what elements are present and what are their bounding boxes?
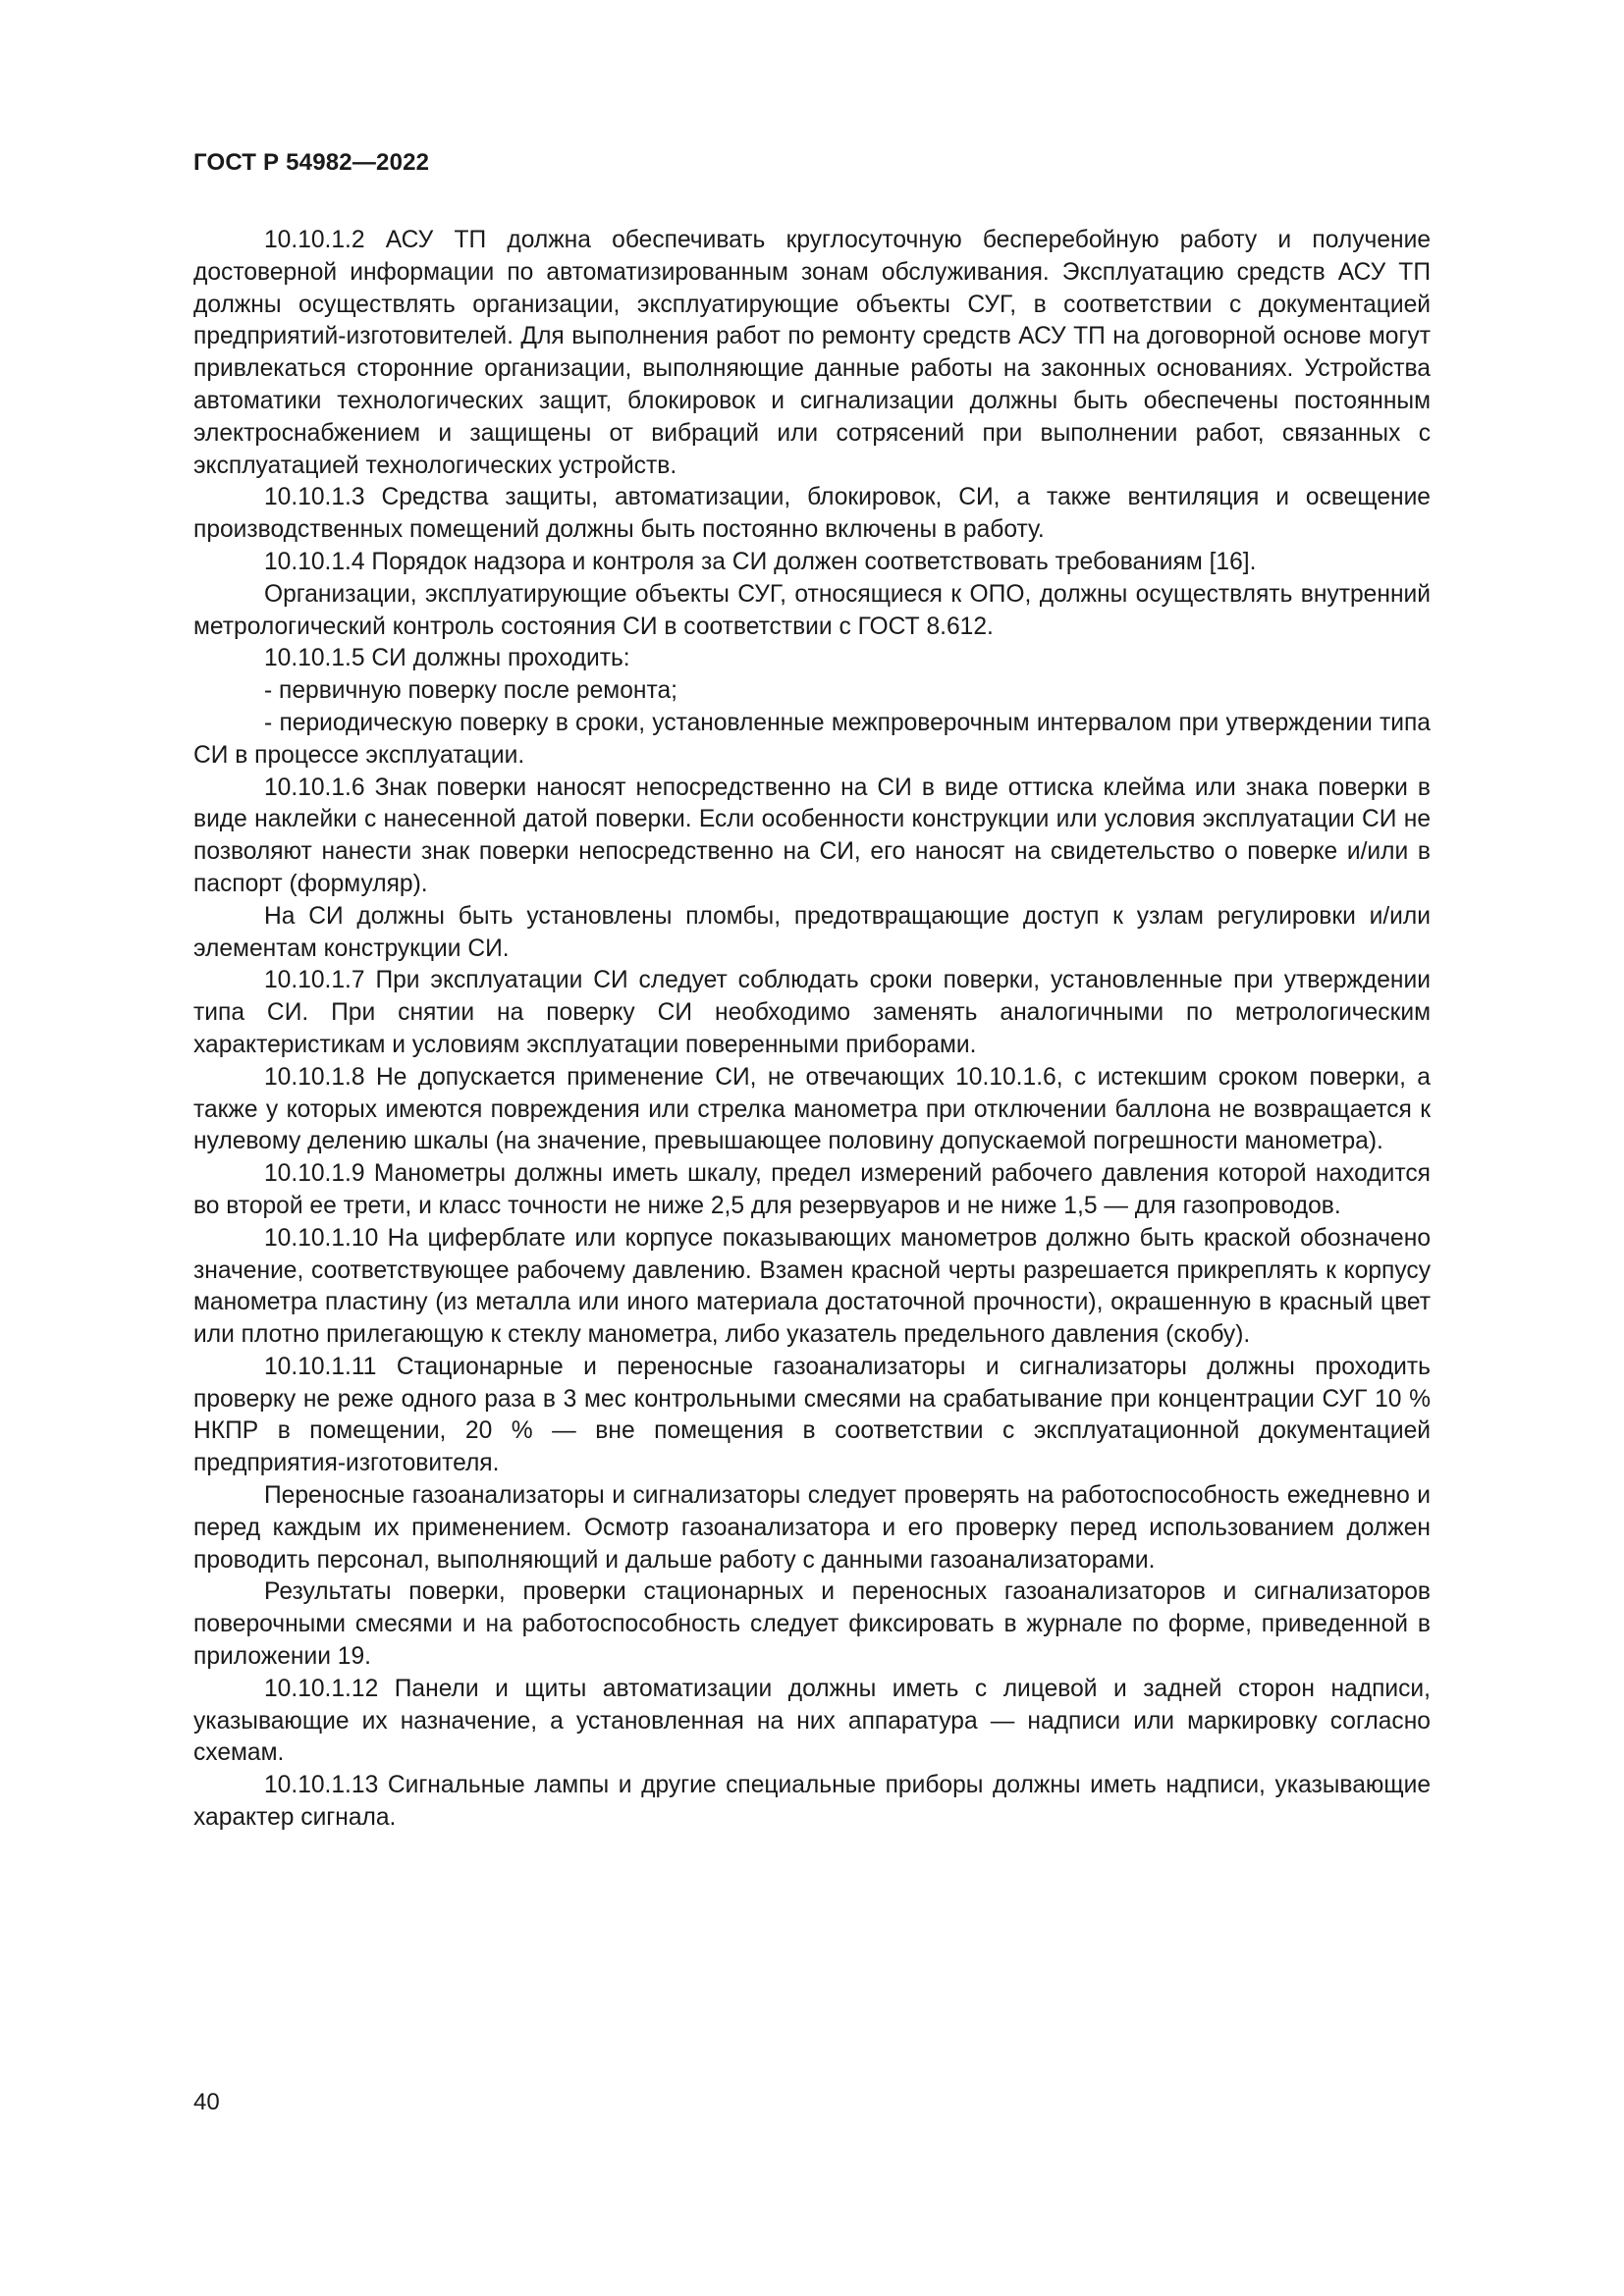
page-number: 40 [193, 2089, 220, 2115]
list-item-primary-verification: - первичную поверку после ремонта; [264, 677, 677, 705]
paragraph-10-10-1-2: 10.10.1.2 АСУ ТП должна обеспечивать круглосуточную бесперебойную работу и получение достоверной информации по автоматизированным зонам обслуживания. Эксплуатацию средств АСУ ТП должны осуществлять организации, эксплуатирующие объекты СУГ, в соответствии с документацией предприятий-изготовителей. Для выполнения работ по ремонту средств АСУ ТП на договорной основе могут привлекаться сторонние организации, выполняющие данные работы на законных основаниях. Устройства автоматики технологических защит, блокировок и сигнализации должны быть обеспечены постоянным электроснабжением и защищены от вибраций или сотрясений при выполнении работ, связанных с эксплуатацией технологических устройств. [193, 227, 1431, 479]
paragraph-10-10-1-7: 10.10.1.7 При эксплуатации СИ следует соблюдать сроки поверки, установленные при утверждении типа СИ. При снятии на поверку СИ необходимо заменять аналогичными по метрологическим характеристикам и условиям эксплуатации поверенными приборами. [193, 967, 1431, 1058]
paragraph-10-10-1-13: 10.10.1.13 Сигнальные лампы и другие специальные приборы должны иметь надписи, указывающие характер сигнала. [193, 1772, 1431, 1832]
paragraph-metrological-control: Организации, эксплуатирующие объекты СУГ, относящиеся к ОПО, должны осуществлять внутренний метрологический контроль состояния СИ в соответствии с ГОСТ 8.612. [193, 580, 1431, 640]
paragraph-10-10-1-5: 10.10.1.5 СИ должны проходить: [264, 645, 630, 672]
paragraph-10-10-1-6: 10.10.1.6 Знак поверки наносят непосредственно на СИ в виде оттиска клейма или знака поверки в виде наклейки с нанесенной датой поверки. Если особенности конструкции или условия эксплуатации СИ не позволяют нанести знак поверки непосредственно на СИ, его наносят на свидетельство о поверке и/или в паспорт (формуляр). [193, 774, 1431, 897]
paragraph-10-10-1-10: 10.10.1.10 На циферблате или корпусе показывающих манометров должно быть краской обозначено значение, соответствующее рабочему давлению. Взамен красной черты разрешается прикреплять к корпусу манометра пластину (из металла или иного материала достаточной прочности), окрашенную в красный цвет или плотно прилегающую к стеклу манометра, либо указатель предельного давления (скобу). [193, 1224, 1431, 1349]
document-body [193, 225, 1431, 1835]
paragraph-portable-analyzers: Переносные газоанализаторы и сигнализаторы следует проверять на работоспособность ежедневно и перед каждым их применением. Осмотр газоанализатора и его проверку перед использованием должен проводить персонал, выполняющий и дальше работу с данными газоанализаторами. [193, 1482, 1431, 1574]
paragraph-seals: На СИ должны быть установлены пломбы, предотвращающие доступ к узлам регулировки и/или элементам конструкции СИ. [193, 902, 1431, 962]
paragraph-10-10-1-3: 10.10.1.3 Средства защиты, автоматизации, блокировок, СИ, а также вентиляция и освещение производственных помещений должны быть постоянно включены в работу. [193, 484, 1431, 544]
paragraph-verification-results: Результаты поверки, проверки стационарных и переносных газоанализаторов и сигнализаторов поверочными смесями и на работоспособность следует фиксировать в журнале по форме, приведенной в приложении 19. [193, 1578, 1431, 1671]
standard-header: ГОСТ Р 54982—2022 [193, 149, 430, 176]
paragraph-10-10-1-9: 10.10.1.9 Манометры должны иметь шкалу, предел измерений рабочего давления которой находится во второй ее трети, и класс точности не ниже 2,5 для резервуаров и не ниже 1,5 — для газопроводов. [193, 1160, 1431, 1219]
paragraph-10-10-1-12: 10.10.1.12 Панели и щиты автоматизации должны иметь с лицевой и задней сторон надписи, указывающие их назначение, а установленная на них аппаратура — надписи или маркировку согласно схемам. [193, 1675, 1431, 1767]
paragraph-10-10-1-8: 10.10.1.8 Не допускается применение СИ, не отвечающих 10.10.1.6, с истекшим сроком поверки, а также у которых имеются повреждения или стрелка манометра при отключении баллона не возвращается к нулевому делению шкалы (на значение, превышающее половину допускаемой погрешности манометра). [193, 1063, 1431, 1155]
list-item-periodic-verification: - периодическую поверку в сроки, установленные межпроверочным интервалом при утверждении типа СИ в процессе эксплуатации. [193, 709, 1431, 769]
paragraph-10-10-1-11: 10.10.1.11 Стационарные и переносные газоанализаторы и сигнализаторы должны проходить проверку не реже одного раза в 3 мес контрольными смесями на срабатывание при концентрации СУГ 10 % НКПР в помещении, 20 % — вне помещения в соответствии с эксплуатационной документацией предприятия-изготовителя. [193, 1353, 1431, 1477]
paragraph-10-10-1-4: 10.10.1.4 Порядок надзора и контроля за СИ должен соответствовать требованиям [16]. [264, 548, 1257, 575]
